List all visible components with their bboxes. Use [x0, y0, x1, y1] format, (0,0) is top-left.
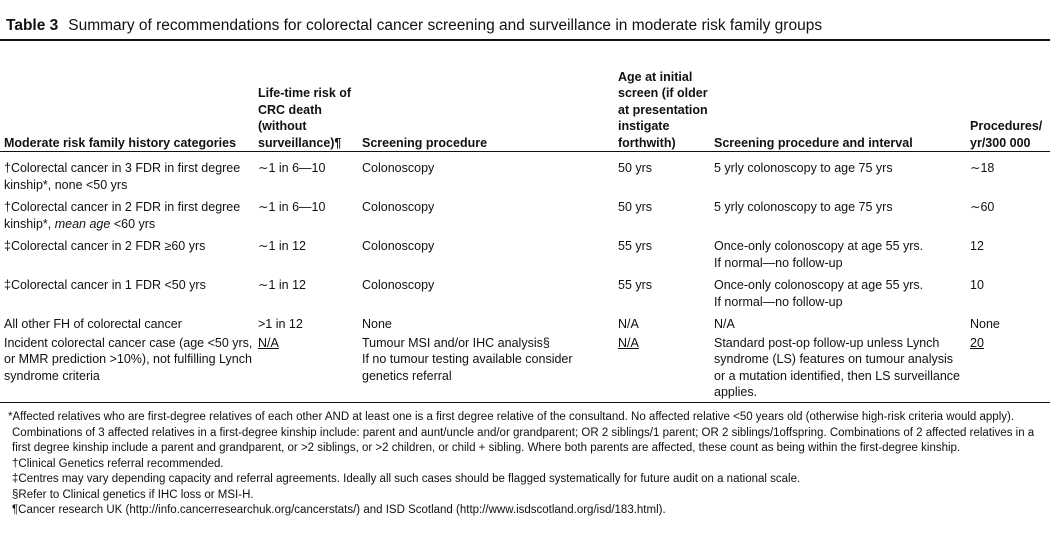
cell-risk: ∼1 in 6—10 — [258, 161, 326, 175]
age-value: N/A — [618, 335, 639, 350]
cell-risk: >1 in 12 — [258, 317, 303, 331]
cell-category: All other FH of colorectal cancer — [4, 317, 182, 331]
cell-procedure: Colonoscopy — [362, 161, 435, 175]
cell-category: Incident colorectal cancer case (age <50 yrs, or MMR prediction >10%), not fulfilling Lynch syndrome criteria — [4, 335, 253, 383]
cell-risk: ∼1 in 12 — [258, 278, 307, 292]
header-procedures: Procedures/ yr/300 000 — [970, 119, 1043, 150]
cell-interval: 5 yrly colonoscopy to age 75 yrs — [714, 161, 893, 175]
recommendations-table — [0, 41, 1050, 401]
category-text: †Colorectal cancer in 2 FDR in first degree kinship*, — [4, 200, 241, 231]
table-row — [0, 271, 1050, 310]
cell-procedure: Colonoscopy — [362, 239, 435, 253]
cell-age: 50 yrs — [618, 200, 653, 214]
cell-procedures: ∼60 — [970, 200, 995, 214]
cell-procedure — [358, 333, 614, 401]
footnote-asterisk: *Affected relatives who are first-degree relatives of each other AND at least one is a first degree relative of the consultand. No affected relative <50 years old (otherwise high-risk criteria would apply). Combinations of 3 affected relatives in a first-degree kinship include: parent and aunt/uncle and/or grandparent; OR 2 siblings/1 parent; OR 2 siblings/1offspring. Combinations of 2 affected relatives in a first degree kinship include a parent and grandparent, or >2 siblings, or >2 children, or child + sibling. Where both parents are affected, these count as being within the first-degree kinship. — [8, 411, 1035, 454]
footnote-double-dagger: ‡Centres may vary depending capacity and referral agreements. Ideally all such cases should be flagged systematically for future audit on a national scale. — [12, 473, 801, 485]
table-title — [6, 16, 1044, 36]
header-category: Moderate risk family history categories — [4, 135, 237, 150]
interval-line: If normal—no follow-up — [714, 294, 843, 309]
cell-procedures — [966, 333, 1050, 401]
table-row — [0, 310, 1050, 333]
cell-interval: N/A — [714, 317, 735, 331]
cell-age: N/A — [618, 317, 639, 331]
procedures-value: 20 — [970, 335, 984, 350]
procedure-line: Tumour MSI and/or IHC analysis§ — [362, 335, 550, 350]
cell-procedures: ∼18 — [970, 161, 995, 175]
cell-procedures: 12 — [970, 239, 984, 253]
cell-procedures: None — [970, 317, 1000, 331]
table-row — [0, 193, 1050, 232]
cell-interval: Standard post-op follow-up unless Lynch syndrome (LS) features on tumour analysis or a mutation identified, then LS surveillance applies. — [714, 335, 960, 399]
category-text-end: <60 yrs — [110, 216, 156, 231]
cell-category: †Colorectal cancer in 3 FDR in first degree kinship*, none <50 yrs — [4, 161, 241, 192]
footnote-dagger: †Clinical Genetics referral recommended. — [12, 457, 224, 470]
table-number: Table 3 — [6, 17, 59, 34]
table-row — [0, 154, 1050, 193]
header-age: Age at initial screen (if older at presentation instigate forthwith) — [618, 69, 708, 150]
table-caption: Summary of recommendations for colorectal cancer screening and surveillance in moderate risk family groups — [68, 17, 823, 34]
cell-interval — [710, 232, 966, 271]
cell-procedures: 10 — [970, 278, 984, 292]
cell-procedure: None — [362, 317, 392, 331]
header-procedure: Screening procedure — [362, 135, 488, 150]
cell-risk — [254, 333, 358, 401]
header-interval: Screening procedure and interval — [714, 135, 913, 150]
footnote-section: §Refer to Clinical genetics if IHC loss or MSI-H. — [12, 488, 254, 501]
cell-age: 55 yrs — [618, 239, 653, 253]
cell-category — [0, 193, 254, 232]
cell-age: 55 yrs — [618, 278, 653, 292]
cell-age — [614, 333, 710, 401]
cell-procedure: Colonoscopy — [362, 278, 435, 292]
table-row — [0, 333, 1050, 401]
bottom-rule — [0, 402, 1050, 403]
footnote-pilcrow: ¶Cancer research UK (http://info.cancerresearchuk.org/cancerstats/) and ISD Scotland (http://www.isdscotland.org/isd/183.html). — [12, 504, 666, 516]
cell-interval: 5 yrly colonoscopy to age 75 yrs — [714, 200, 893, 214]
interval-line: Once-only colonoscopy at age 55 yrs. — [714, 239, 924, 253]
cell-risk: ∼1 in 12 — [258, 239, 307, 253]
footnotes — [8, 410, 1046, 519]
risk-value: N/A — [258, 335, 279, 350]
cell-procedure: Colonoscopy — [362, 200, 435, 214]
interval-line: Once-only colonoscopy at age 55 yrs. — [714, 278, 924, 292]
header-row — [0, 41, 1050, 154]
procedure-line: If no tumour testing available consider genetics referral — [362, 352, 573, 383]
cell-risk: ∼1 in 6—10 — [258, 200, 326, 214]
table-row — [0, 232, 1050, 271]
header-risk: Life-time risk of CRC death (without surveillance)¶ — [258, 86, 352, 150]
cell-age: 50 yrs — [618, 161, 653, 175]
cell-category: ‡Colorectal cancer in 2 FDR ≥60 yrs — [4, 239, 206, 253]
category-emphasis: mean age — [54, 216, 111, 231]
cell-interval — [710, 271, 966, 310]
cell-category: ‡Colorectal cancer in 1 FDR <50 yrs — [4, 278, 206, 292]
interval-line: If normal—no follow-up — [714, 255, 843, 270]
